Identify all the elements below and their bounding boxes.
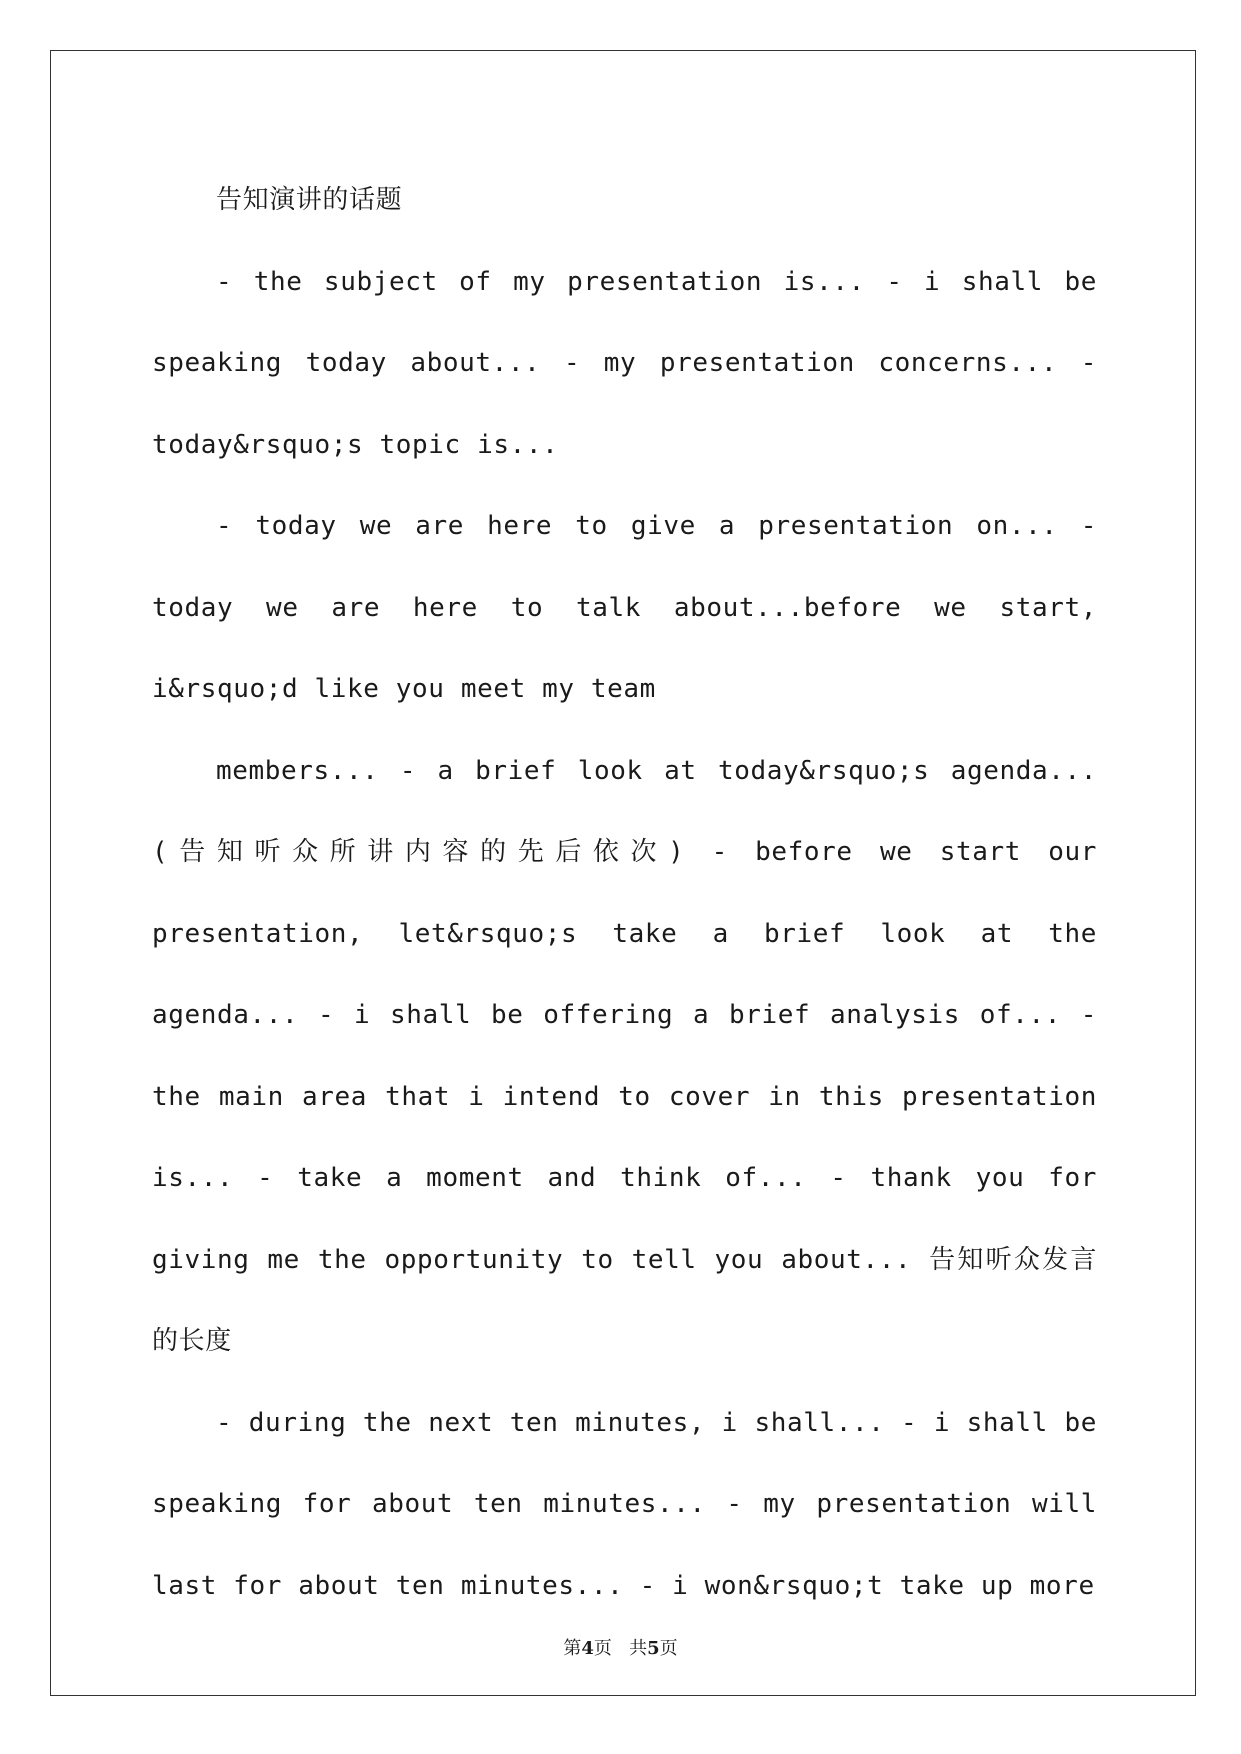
- paragraph: - today we are here to give a presentation on... - today we are here to talk about...before we start, i&rsquo;d like you meet my team: [152, 511, 1097, 704]
- page-prefix: 第: [563, 1638, 582, 1659]
- paragraph: - during the next ten minutes, i shall... - i shall be speaking for about ten minutes... - my presentation will last for about ten minutes... - i won&rsquo;t take up more: [152, 1407, 1097, 1601]
- page-unit: 页: [593, 1638, 612, 1659]
- section-heading: 告知演讲的话题: [216, 185, 403, 215]
- document-body: [152, 160, 1097, 1627]
- total-unit: 页: [659, 1638, 678, 1659]
- paragraph: - the subject of my presentation is... - i shall be speaking today about... - my presentation concerns... - today&rsquo;s topic is...: [152, 266, 1097, 460]
- page-current: 4: [581, 1638, 594, 1659]
- total-prefix: 共: [629, 1638, 648, 1659]
- page-total: 5: [647, 1638, 660, 1659]
- paragraph: members... - a brief look at today&rsquo;s agenda...(告知听众所讲内容的先后依次) - before we start our presentation, let&rsquo;s take a brief look at the agenda... - i shall be offering a brief analysis of... - the main area that i intend to cover in this presentation is... - take a moment and think of... - thank you for giving me the opportunity to tell you about... 告知听众发言的长度: [152, 755, 1097, 1356]
- page-footer: [0, 1634, 1241, 1660]
